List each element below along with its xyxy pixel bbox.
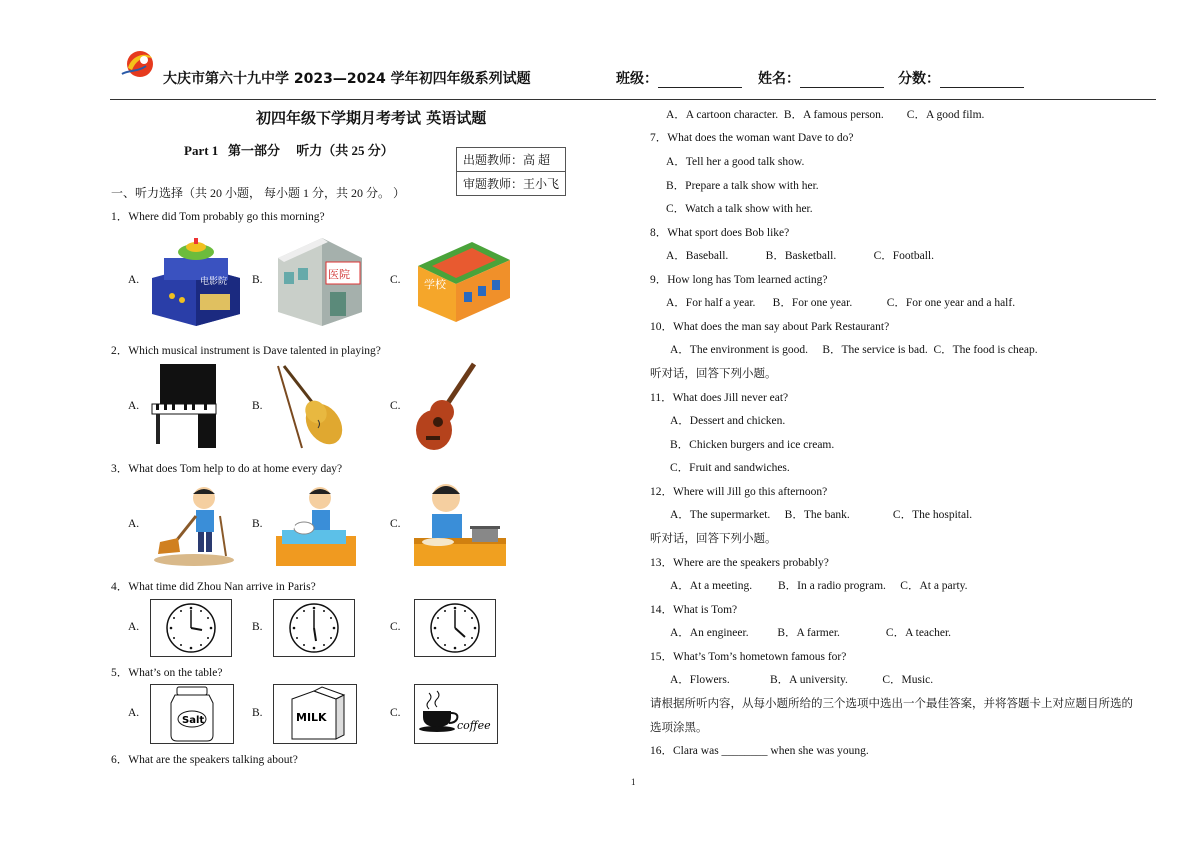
question-6: 6．What are the speakers talking about? xyxy=(111,754,298,766)
school-title: 大庆市第六十九中学 2023—2024 学年初四年级系列试题 xyxy=(163,71,531,87)
clock-c-image xyxy=(414,599,496,657)
q10-options: A．The environment is good. B．The service is bad. C．The food is cheap. xyxy=(670,344,1038,356)
question-4: 4．What time did Zhou Nan arrive in Paris? xyxy=(111,581,316,593)
washing-dishes-image xyxy=(272,480,360,570)
q7-option-a: A．Tell her a good talk show. xyxy=(666,156,805,168)
reviewer-cell: 审题教师：王小飞 xyxy=(457,172,566,196)
q9-options: A．For half a year. B．For one year. C．For one year and a half. xyxy=(666,297,1016,309)
instruction-dialogue-1: 听对话，回答下列小题。 xyxy=(650,368,777,380)
cooking-image xyxy=(412,480,508,570)
question-8: 8．What sport does Bob like? xyxy=(650,227,790,239)
question-14: 14．What is Tom? xyxy=(650,604,738,616)
header-divider xyxy=(110,99,1156,100)
question-1: 1．Where did Tom probably go this morning? xyxy=(111,211,325,223)
cinema-sign: 电影院 xyxy=(200,277,228,287)
salt-image xyxy=(150,684,234,744)
q13-options: A．At a meeting. B．In a radio program. C．At a party. xyxy=(670,580,968,592)
question-7: 7．What does the woman want Dave to do? xyxy=(650,132,854,144)
q8-options: A．Baseball. B．Basketball. C．Football. xyxy=(666,250,934,262)
school-logo xyxy=(118,46,158,82)
question-11: 11．What does Jill never eat? xyxy=(650,392,789,404)
instruction-answer-line1: 请根据所听内容，从每小题所给的三个选项中选出一个最佳答案，并将答题卡上对应题目所选的 xyxy=(650,698,1133,710)
page-number: 1 xyxy=(631,777,636,787)
q7-option-b: B．Prepare a talk show with her. xyxy=(666,180,819,192)
q6-options: A．A cartoon character. B．A famous person. C．A good film. xyxy=(666,109,985,121)
name-label: 姓名： xyxy=(758,71,800,87)
salt-label: Salt xyxy=(182,715,205,726)
option-c-label: C. xyxy=(390,274,401,286)
milk-label: MILK xyxy=(296,711,327,724)
exam-title: 初四年级下学期月考考试 英语试题 xyxy=(256,109,487,127)
instruction-answer-line2: 选项涂黑。 xyxy=(650,722,708,734)
option-b-label: B. xyxy=(252,707,263,719)
guitar-image xyxy=(412,362,478,452)
hospital-sign: 医院 xyxy=(328,268,350,281)
coffee-image xyxy=(414,684,498,744)
name-input-line[interactable] xyxy=(800,73,884,88)
instruction-dialogue-2: 听对话，回答下列小题。 xyxy=(650,533,777,545)
question-15: 15．What’s Tom’s hometown famous for? xyxy=(650,651,847,663)
question-2: 2．Which musical instrument is Dave talented in playing? xyxy=(111,345,381,357)
section-heading: 一、听力选择（共 20 小题， 每小题 1 分，共 20 分。 ） xyxy=(111,186,406,200)
option-c-label: C. xyxy=(390,400,401,412)
question-9: 9．How long has Tom learned acting? xyxy=(650,274,828,286)
question-13: 13．Where are the speakers probably? xyxy=(650,557,829,569)
class-field xyxy=(616,68,742,88)
milk-image xyxy=(273,684,357,744)
option-b-label: B. xyxy=(252,400,263,412)
question-16: 16．Clara was ________ when she was young. xyxy=(650,745,869,757)
score-field xyxy=(898,68,1024,88)
setter-cell: 出题教师：高 超 xyxy=(457,148,566,172)
option-b-label: B. xyxy=(252,274,263,286)
q11-option-c: C．Fruit and sandwiches. xyxy=(670,462,790,474)
q14-options: A．An engineer. B．A farmer. C．A teacher. xyxy=(670,627,952,639)
question-5: 5．What’s on the table? xyxy=(111,667,223,679)
class-label: 班级： xyxy=(616,71,658,87)
q15-options: A．Flowers. B．A university. C．Music. xyxy=(670,674,934,686)
q11-option-b: B．Chicken burgers and ice cream. xyxy=(670,439,835,451)
q12-options: A．The supermarket. B．The bank. C．The hospital. xyxy=(670,509,973,521)
option-a-label: A. xyxy=(128,274,140,286)
question-3: 3．What does Tom help to do at home every day? xyxy=(111,463,343,475)
option-c-label: C. xyxy=(390,518,401,530)
school-image xyxy=(412,236,512,326)
question-10: 10．What does the man say about Park Restaurant? xyxy=(650,321,890,333)
option-a-label: A. xyxy=(128,518,140,530)
name-field xyxy=(758,68,884,88)
q7-option-c: C．Watch a talk show with her. xyxy=(666,203,813,215)
class-input-line[interactable] xyxy=(658,73,742,88)
option-b-label: B. xyxy=(252,621,263,633)
option-a-label: A. xyxy=(128,621,140,633)
cinema-image xyxy=(148,238,244,326)
violin-image xyxy=(272,362,346,452)
score-label: 分数： xyxy=(898,71,940,87)
option-b-label: B. xyxy=(252,518,263,530)
piano-image xyxy=(150,362,222,450)
question-12: 12．Where will Jill go this afternoon? xyxy=(650,486,828,498)
sweeping-image xyxy=(150,480,238,568)
score-input-line[interactable] xyxy=(940,73,1024,88)
q11-option-a: A．Dessert and chicken. xyxy=(670,415,786,427)
clock-b-image xyxy=(273,599,355,657)
coffee-label: coffee xyxy=(457,719,491,732)
teacher-table xyxy=(456,147,566,196)
option-a-label: A. xyxy=(128,707,140,719)
school-sign: 学校 xyxy=(424,278,446,291)
option-a-label: A. xyxy=(128,400,140,412)
hospital-image xyxy=(272,232,368,326)
clock-a-image xyxy=(150,599,232,657)
part-heading: Part 1 第一部分 听力（共 25 分） xyxy=(184,143,394,158)
option-c-label: C. xyxy=(390,707,401,719)
option-c-label: C. xyxy=(390,621,401,633)
